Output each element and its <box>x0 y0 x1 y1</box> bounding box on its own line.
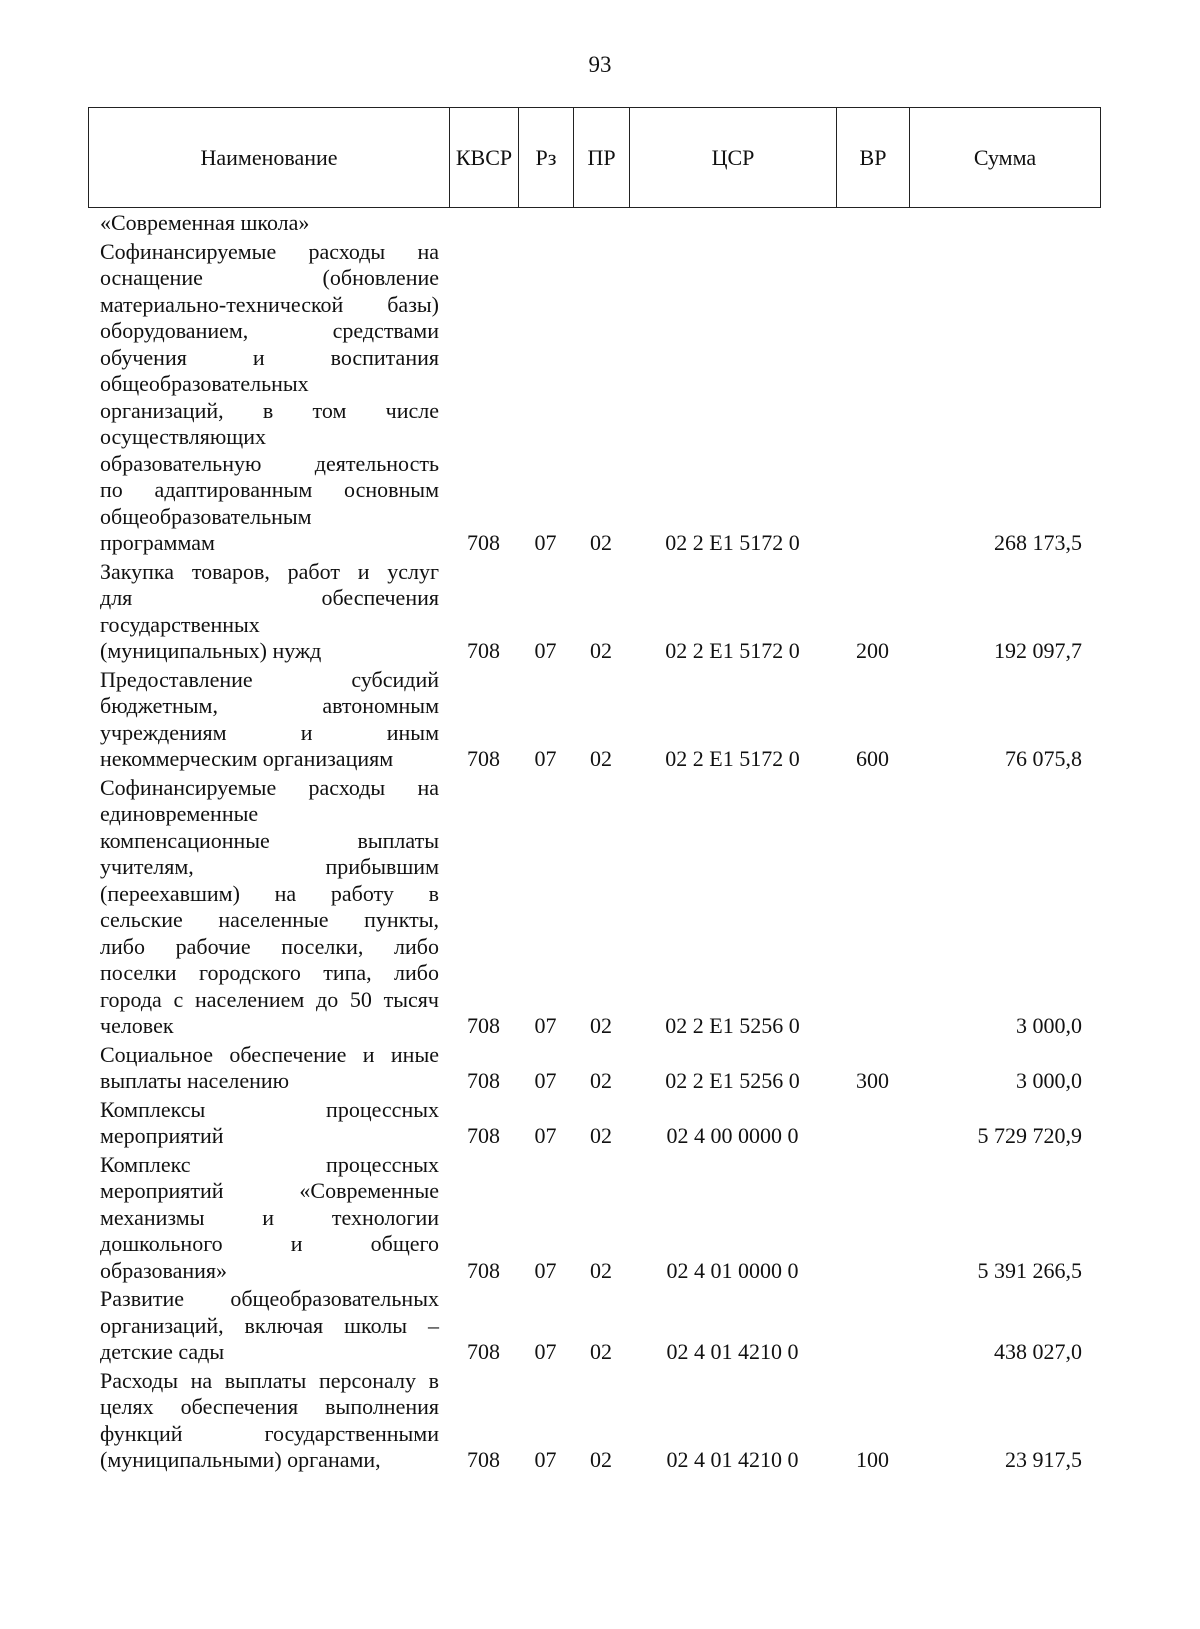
row-name-line: Закупка товаров, работ и услуг <box>100 558 439 584</box>
row-name-line: для обеспечения <box>100 585 439 610</box>
table-row <box>88 1042 1100 1097</box>
row-vr <box>836 1152 909 1287</box>
row-name-line: выплаты населению <box>100 1068 290 1093</box>
row-name-line: материально-технической базы) <box>100 291 439 317</box>
table-row <box>88 1368 1100 1476</box>
row-name-line: оборудованием, средствами <box>100 318 439 343</box>
row-name-line: некоммерческим организациям <box>100 746 394 771</box>
row-kvsr: 708 <box>467 638 500 663</box>
table-row <box>88 667 1100 775</box>
row-name-line: оснащение (обновление <box>100 265 439 290</box>
row-name-line: Комплексы процессных <box>100 1096 439 1122</box>
row-name-line: компенсационные выплаты <box>100 827 439 853</box>
row-name-line: единовременные <box>100 801 259 826</box>
row-csr: 02 2 E1 5172 0 <box>665 638 800 663</box>
row-pr: 02 <box>590 530 612 555</box>
table-body <box>88 210 1100 1476</box>
row-kvsr: 708 <box>467 1123 500 1148</box>
row-sum: 5 729 720,9 <box>977 1123 1082 1148</box>
row-name-line: государственных <box>100 611 260 637</box>
table-row <box>88 559 1100 667</box>
row-sum: 268 173,5 <box>994 530 1082 555</box>
row-name <box>88 1097 449 1152</box>
row-name-line: обучения и воспитания <box>100 344 439 370</box>
row-rz: 07 <box>534 530 557 555</box>
row-name-line: либо рабочие поселки, либо <box>100 933 439 959</box>
row-name-line: Софинансируемые расходы на <box>100 238 439 264</box>
row-sum: 76 075,8 <box>1005 746 1082 771</box>
row-rz: 07 <box>534 1339 557 1364</box>
table-row <box>88 1286 1100 1368</box>
row-sum: 3 000,0 <box>1016 1013 1082 1038</box>
row-sum: 5 391 266,5 <box>977 1257 1082 1283</box>
row-vr: 100 <box>856 1447 889 1472</box>
row-name <box>88 1368 449 1476</box>
column-header-kvsr: КВСР <box>450 108 519 208</box>
row-name-line: поселки городского типа, либо <box>100 960 439 985</box>
row-name-line: города с населением до 50 тысяч <box>100 986 439 1012</box>
row-name-line: мероприятий «Современные <box>100 1178 439 1203</box>
row-csr: 02 2 E1 5172 0 <box>665 746 800 771</box>
row-name-line: Софинансируемые расходы на <box>100 774 439 800</box>
row-rz: 07 <box>534 1123 557 1148</box>
row-pr: 02 <box>590 638 612 663</box>
column-header-vr: ВР <box>837 108 910 208</box>
row-name-line: Социальное обеспечение и иные <box>100 1041 439 1067</box>
row-name-line: человек <box>100 1013 174 1038</box>
row-name-line: программам <box>100 530 215 555</box>
row-sum: 3 000,0 <box>1016 1068 1082 1093</box>
row-kvsr: 708 <box>467 1257 500 1283</box>
row-csr: 02 2 E1 5256 0 <box>665 1013 800 1038</box>
row-name-line: общеобразовательным <box>100 503 312 529</box>
row-name-line: учреждениям и иным <box>100 719 439 745</box>
row-name-line: организаций, включая школы – <box>100 1312 439 1338</box>
row-csr: 02 4 01 4210 0 <box>666 1447 799 1472</box>
row-pr: 02 <box>590 1123 612 1148</box>
column-header-pr: ПР <box>574 108 630 208</box>
row-name-line: осуществляющих <box>100 424 266 449</box>
row-name-line: организаций, в том числе <box>100 397 439 423</box>
row-name <box>88 559 449 667</box>
row-name-line: бюджетным, автономным <box>100 693 439 718</box>
row-csr: 02 4 01 4210 0 <box>666 1339 799 1364</box>
page-number: 93 <box>588 52 612 77</box>
row-rz <box>518 210 573 239</box>
table-row <box>88 1152 1100 1287</box>
row-name-line: дошкольного и общего <box>100 1231 439 1256</box>
row-name-line: (переехавшим) на работу в <box>100 880 439 906</box>
row-name-line: общеобразовательных <box>100 371 309 396</box>
row-vr <box>836 775 909 1042</box>
row-kvsr: 708 <box>467 1068 500 1093</box>
row-pr: 02 <box>590 1013 612 1038</box>
table-row <box>88 1097 1100 1152</box>
row-rz: 07 <box>534 638 557 663</box>
row-csr: 02 4 01 0000 0 <box>666 1257 799 1283</box>
row-kvsr: 708 <box>467 1339 500 1364</box>
row-name-line: по адаптированным основным <box>100 477 439 502</box>
row-vr <box>836 1286 909 1368</box>
column-header-name: Наименование <box>89 108 450 208</box>
row-vr <box>836 210 909 239</box>
row-name-line: механизмы и технологии <box>100 1204 439 1230</box>
row-kvsr: 708 <box>467 1013 500 1038</box>
table-row <box>88 775 1100 1042</box>
row-name <box>88 1152 449 1287</box>
row-name-line: мероприятий <box>100 1123 224 1148</box>
row-name-line: (муниципальных) нужд <box>100 638 322 663</box>
row-rz: 07 <box>534 1013 557 1038</box>
row-sum: 23 917,5 <box>1005 1447 1082 1472</box>
row-name-line: Развитие общеобразовательных <box>100 1286 439 1311</box>
row-csr: 02 4 00 0000 0 <box>666 1123 799 1148</box>
row-name-line: «Современная школа» <box>100 210 310 235</box>
row-rz: 07 <box>534 1257 557 1283</box>
row-pr: 02 <box>590 1257 612 1283</box>
row-sum <box>909 210 1100 239</box>
row-name-line: Предоставление субсидий <box>100 666 439 692</box>
row-kvsr: 708 <box>467 1447 500 1472</box>
row-pr: 02 <box>590 1447 612 1472</box>
row-name <box>88 1042 449 1097</box>
row-name-line: образования» <box>100 1257 228 1283</box>
row-kvsr: 708 <box>467 530 500 555</box>
row-name-line: учителям, прибывшим <box>100 854 439 879</box>
table-row <box>88 210 1100 239</box>
row-name <box>88 775 449 1042</box>
row-vr <box>836 1097 909 1152</box>
column-header-csr: ЦСР <box>630 108 837 208</box>
row-kvsr <box>449 210 518 239</box>
row-vr <box>836 239 909 559</box>
row-name <box>88 239 449 559</box>
row-pr: 02 <box>590 1339 612 1364</box>
row-rz: 07 <box>534 746 557 771</box>
row-vr: 300 <box>856 1068 889 1093</box>
row-pr: 02 <box>590 746 612 771</box>
row-name-line: (муниципальными) органами, <box>100 1447 381 1472</box>
row-pr: 02 <box>590 1068 612 1093</box>
row-name-line: целях обеспечения выполнения <box>100 1394 439 1419</box>
column-header-rz: Рз <box>519 108 574 208</box>
row-name <box>88 667 449 775</box>
table-header <box>88 107 1101 208</box>
table-row <box>88 239 1100 559</box>
row-sum: 192 097,7 <box>994 638 1082 663</box>
row-sum: 438 027,0 <box>994 1339 1082 1364</box>
row-vr: 600 <box>856 746 889 771</box>
row-csr <box>629 210 836 239</box>
row-csr: 02 2 E1 5172 0 <box>665 530 800 555</box>
row-name-line: Комплекс процессных <box>100 1151 439 1177</box>
row-rz: 07 <box>534 1447 557 1472</box>
row-name-line: Расходы на выплаты персоналу в <box>100 1367 439 1393</box>
row-name-line: образовательную деятельность <box>100 450 439 476</box>
row-csr: 02 2 E1 5256 0 <box>665 1068 800 1093</box>
row-vr: 200 <box>856 638 889 663</box>
row-name-line: сельские населенные пункты, <box>100 907 439 932</box>
row-name <box>88 210 449 239</box>
column-header-sum: Сумма <box>910 108 1101 208</box>
row-pr <box>573 210 629 239</box>
row-name-line: функций государственными <box>100 1420 439 1446</box>
row-name <box>88 1286 449 1368</box>
budget-table <box>88 210 1100 1476</box>
row-name-line: детские сады <box>100 1339 225 1364</box>
row-rz: 07 <box>534 1068 557 1093</box>
row-kvsr: 708 <box>467 746 500 771</box>
